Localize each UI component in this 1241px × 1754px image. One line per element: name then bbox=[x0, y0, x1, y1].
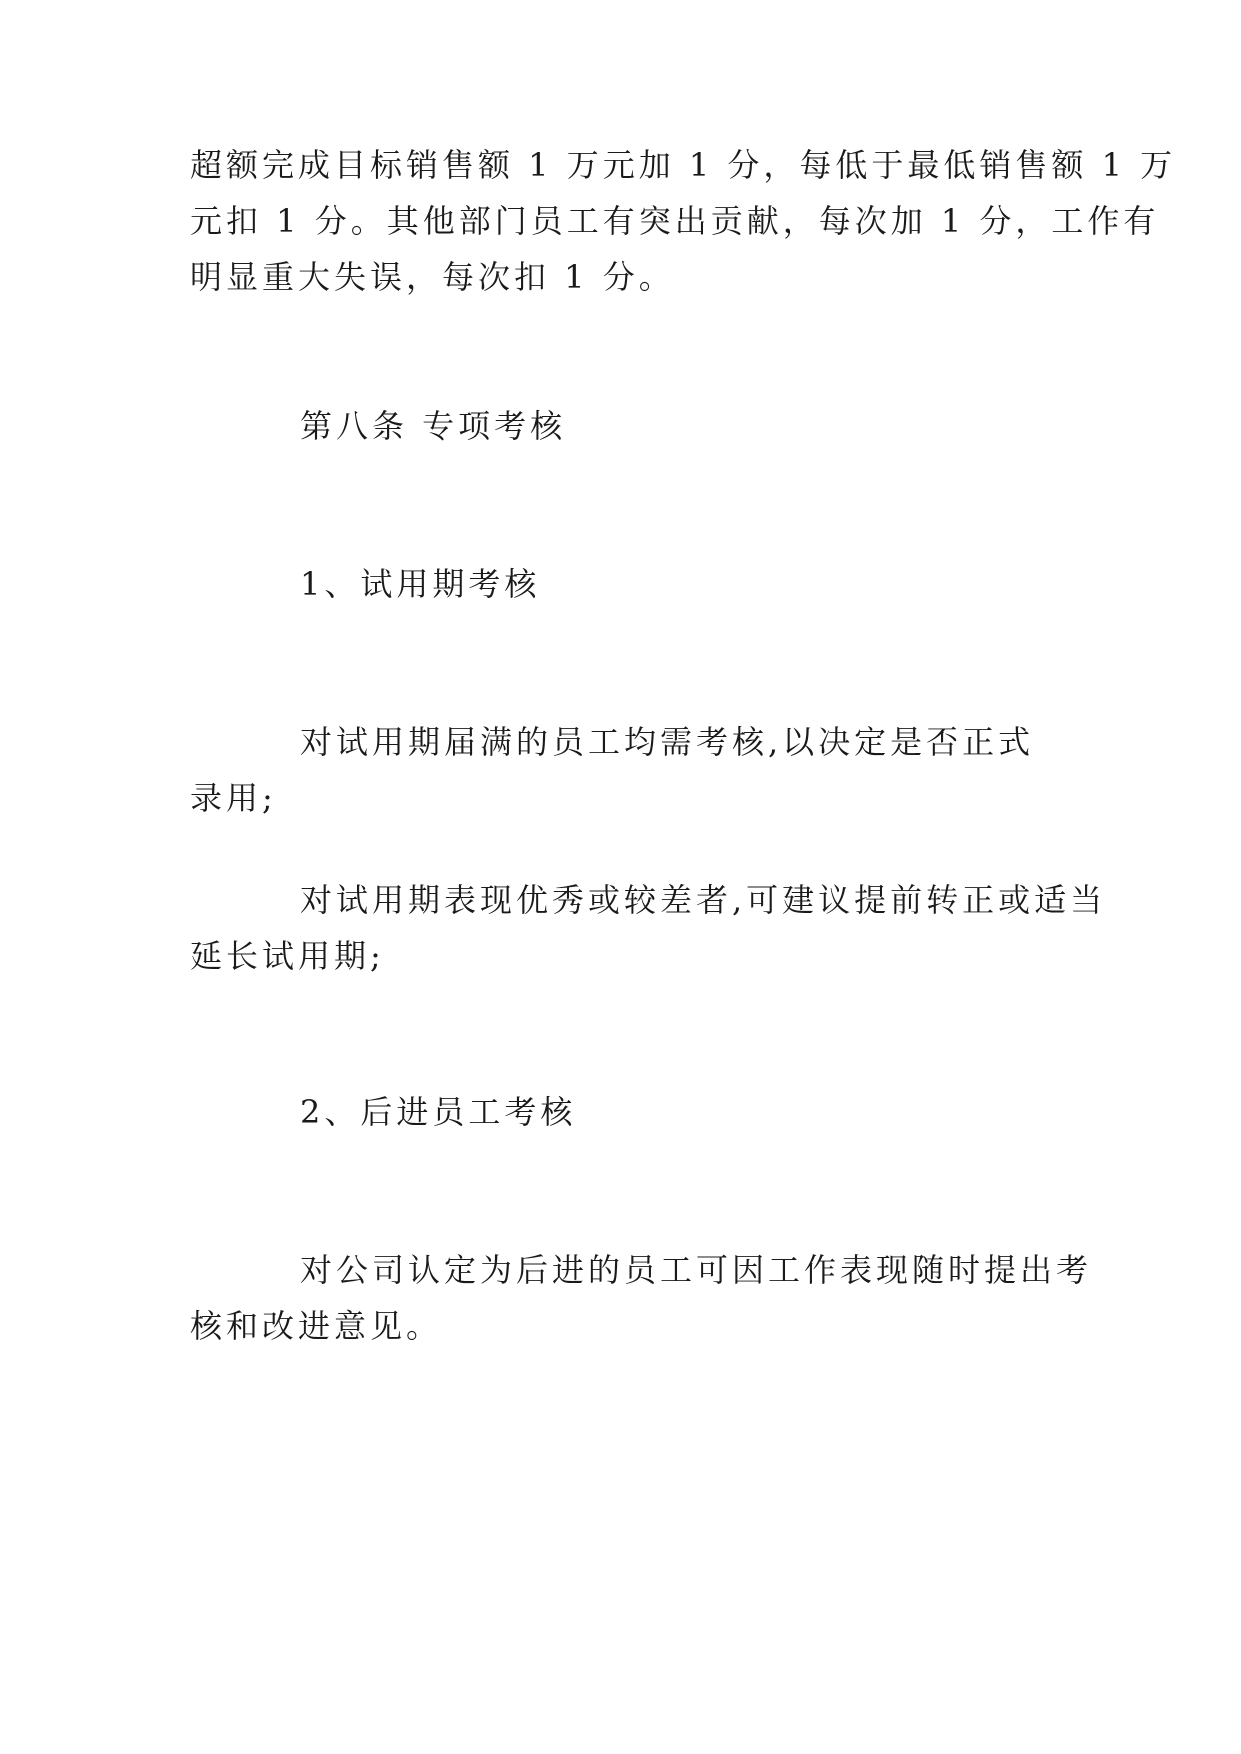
paragraph-underperformer-review bbox=[190, 1242, 1093, 1354]
paragraph-line: 延长试用期; bbox=[190, 937, 385, 975]
paragraph-line: 对公司认定为后进的员工可因工作表现随时提出考 bbox=[300, 1251, 1093, 1289]
probation-heading: 1、试用期考核 bbox=[300, 565, 541, 603]
paragraph-line: 对试用期表现优秀或较差者,可建议提前转正或适当 bbox=[300, 881, 1107, 919]
paragraph-line: 核和改进意见。 bbox=[190, 1307, 443, 1345]
paragraph-scoring-rules bbox=[190, 137, 1177, 305]
paragraph-probation-review: 对试用期届满的员工均需考核,以决定是否正式录用; bbox=[190, 723, 1035, 817]
paragraph-line: 超额完成目标销售额 1 万元加 1 分，每低于最低销售额 1 万 bbox=[190, 146, 1177, 184]
paragraph-line: 明显重大失误，每次扣 1 分。 bbox=[190, 258, 675, 296]
underperformer-heading: 2、后进员工考核 bbox=[300, 1093, 577, 1131]
paragraph-line: 元扣 1 分。其他部门员工有突出贡献，每次加 1 分，工作有 bbox=[190, 202, 1160, 240]
paragraph-probation-adjustment bbox=[190, 872, 1107, 984]
article-8-heading: 第八条 专项考核 bbox=[300, 407, 567, 445]
